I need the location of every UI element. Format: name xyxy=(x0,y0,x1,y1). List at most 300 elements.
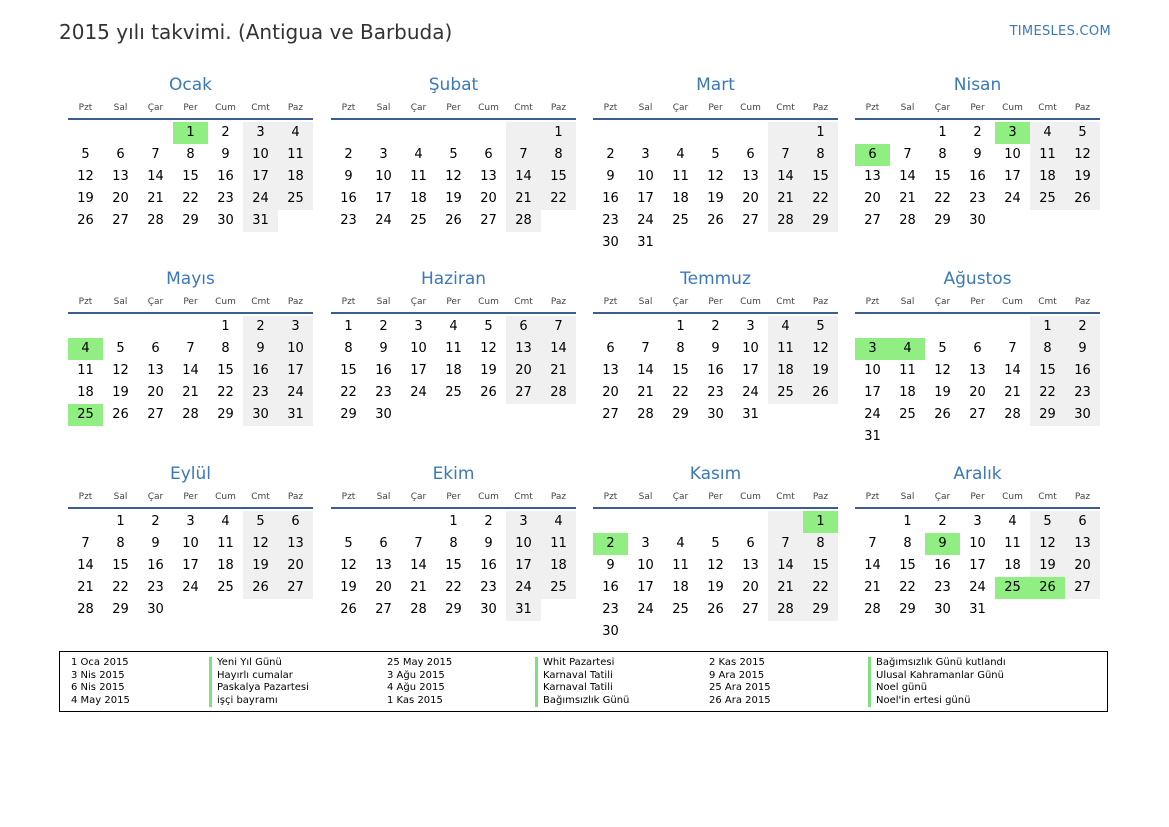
weekday-label: Paz xyxy=(550,103,567,113)
day-cell: 5 xyxy=(711,536,720,551)
month-name: Nisan xyxy=(953,75,1002,95)
day-cell: 3 xyxy=(278,316,313,338)
day-cell: 28 xyxy=(768,210,803,232)
weekday-label: Paz xyxy=(550,492,567,502)
day-cell: 9 xyxy=(344,169,353,184)
day-cell: 26 xyxy=(243,577,278,599)
day-cell: 12 xyxy=(934,363,951,378)
day-cell: 4 xyxy=(449,319,458,334)
legend-holiday-name: Bağımsızlık Günü kutlandı xyxy=(868,657,1006,670)
day-cell: 30 xyxy=(217,213,234,228)
weekday-label: Cmt xyxy=(251,297,270,307)
day-cell: 18 xyxy=(1004,558,1021,573)
day-cell: 19 xyxy=(1030,555,1065,577)
day-cell: 10 xyxy=(410,341,427,356)
weekday-label: Çar xyxy=(147,297,164,307)
day-cell: 3 xyxy=(506,511,541,533)
weekday-label: Çar xyxy=(672,492,689,502)
day-cell: 16 xyxy=(217,169,234,184)
day-cell: 19 xyxy=(77,191,94,206)
legend-holiday-name: Ulusal Kahramanlar Günü xyxy=(868,670,1006,683)
holiday-day-cell: 26 xyxy=(1030,577,1065,599)
weekday-label: Cum xyxy=(215,103,236,113)
day-cell: 31 xyxy=(637,235,654,250)
day-cell: 7 xyxy=(768,144,803,166)
day-cell: 19 xyxy=(243,555,278,577)
day-cell: 14 xyxy=(182,363,199,378)
day-cell: 21 xyxy=(506,188,541,210)
day-cell: 24 xyxy=(637,602,654,617)
empty-cell xyxy=(628,511,663,533)
day-cell: 22 xyxy=(803,577,838,599)
day-cell: 19 xyxy=(340,580,357,595)
day-cell: 10 xyxy=(182,536,199,551)
day-cell: 31 xyxy=(742,407,759,422)
weekday-label: Sal xyxy=(900,297,915,307)
day-cell: 20 xyxy=(112,191,129,206)
day-cell: 6 xyxy=(746,536,755,551)
day-cell: 16 xyxy=(602,580,619,595)
day-cell: 29 xyxy=(1030,404,1065,426)
day-cell: 26 xyxy=(934,407,951,422)
day-cell: 9 xyxy=(973,147,982,162)
day-cell: 4 xyxy=(676,147,685,162)
day-cell: 13 xyxy=(1065,533,1100,555)
day-cell: 18 xyxy=(217,558,234,573)
day-cell: 18 xyxy=(445,363,462,378)
day-cell: 15 xyxy=(672,363,689,378)
day-cell: 19 xyxy=(112,385,129,400)
day-cell: 7 xyxy=(81,536,90,551)
day-cell: 27 xyxy=(864,213,881,228)
day-cell: 10 xyxy=(375,169,392,184)
day-cell: 17 xyxy=(637,580,654,595)
days-grid xyxy=(593,511,838,643)
day-cell: 9 xyxy=(379,341,388,356)
day-cell: 8 xyxy=(116,536,125,551)
day-cell: 21 xyxy=(541,360,576,382)
day-cell: 10 xyxy=(742,341,759,356)
day-cell: 11 xyxy=(1004,536,1021,551)
day-cell: 29 xyxy=(803,599,838,621)
weekday-header xyxy=(68,292,313,314)
empty-cell xyxy=(768,122,803,144)
day-cell: 21 xyxy=(147,191,164,206)
empty-cell xyxy=(768,511,803,533)
legend-holiday-name: Noel günü xyxy=(868,682,1006,695)
day-cell: 29 xyxy=(112,602,129,617)
day-cell: 22 xyxy=(182,191,199,206)
day-cell: 13 xyxy=(864,169,881,184)
legend-holiday-name: Whit Pazartesi xyxy=(535,657,629,670)
day-cell: 30 xyxy=(707,407,724,422)
days-grid xyxy=(855,511,1100,621)
day-cell: 2 xyxy=(606,147,615,162)
weekday-header xyxy=(855,487,1100,509)
day-cell: 7 xyxy=(541,316,576,338)
weekday-label: Cum xyxy=(478,297,499,307)
empty-cell xyxy=(960,316,995,338)
weekday-label: Cmt xyxy=(251,103,270,113)
day-cell: 21 xyxy=(77,580,94,595)
empty-cell xyxy=(436,122,471,144)
month-name: Kasım xyxy=(689,464,742,484)
legend-holiday-name: Paskalya Pazartesi xyxy=(209,682,309,695)
holiday-day-cell: 3 xyxy=(855,338,890,360)
day-cell: 6 xyxy=(278,511,313,533)
days-grid xyxy=(68,122,313,232)
day-cell: 14 xyxy=(541,338,576,360)
day-cell: 13 xyxy=(147,363,164,378)
weekday-label: Çar xyxy=(147,492,164,502)
day-cell: 25 xyxy=(899,407,916,422)
holiday-day-cell: 1 xyxy=(803,511,838,533)
holiday-day-cell: 25 xyxy=(995,577,1030,599)
day-cell: 27 xyxy=(278,577,313,599)
day-cell: 24 xyxy=(637,213,654,228)
legend-date: 26 Ara 2015 xyxy=(709,694,771,706)
day-cell: 17 xyxy=(969,558,986,573)
legend-date: 25 May 2015 xyxy=(387,657,453,668)
weekday-label: Paz xyxy=(1074,492,1091,502)
day-cell: 28 xyxy=(182,407,199,422)
day-cell: 17 xyxy=(375,191,392,206)
empty-cell xyxy=(855,316,890,338)
day-cell: 25 xyxy=(217,580,234,595)
day-cell: 3 xyxy=(641,536,650,551)
day-cell: 18 xyxy=(899,385,916,400)
day-cell: 28 xyxy=(768,599,803,621)
day-cell: 15 xyxy=(899,558,916,573)
weekday-label: Cmt xyxy=(1038,492,1057,502)
day-cell: 7 xyxy=(868,536,877,551)
day-cell: 23 xyxy=(147,580,164,595)
day-cell: 19 xyxy=(1065,166,1100,188)
weekday-label: Çar xyxy=(672,297,689,307)
day-cell: 1 xyxy=(116,514,125,529)
weekday-label: Paz xyxy=(287,297,304,307)
day-cell: 20 xyxy=(864,191,881,206)
day-cell: 14 xyxy=(768,555,803,577)
day-cell: 15 xyxy=(182,169,199,184)
day-cell: 27 xyxy=(480,213,497,228)
day-cell: 6 xyxy=(506,316,541,338)
day-cell: 12 xyxy=(1030,533,1065,555)
day-cell: 2 xyxy=(484,514,493,529)
day-cell: 11 xyxy=(278,144,313,166)
weekday-label: Per xyxy=(183,297,198,307)
month-name: Haziran xyxy=(420,269,487,289)
weekday-label: Per xyxy=(183,103,198,113)
legend-names-column xyxy=(535,657,629,707)
day-cell: 19 xyxy=(934,385,951,400)
weekday-label: Pzt xyxy=(341,492,356,502)
day-cell: 14 xyxy=(637,363,654,378)
day-cell: 29 xyxy=(217,407,234,422)
empty-cell xyxy=(733,122,768,144)
empty-cell xyxy=(925,316,960,338)
day-cell: 22 xyxy=(803,188,838,210)
day-cell: 7 xyxy=(414,536,423,551)
weekday-label: Paz xyxy=(1074,297,1091,307)
weekday-label: Per xyxy=(446,103,461,113)
day-cell: 25 xyxy=(278,188,313,210)
day-cell: 16 xyxy=(375,363,392,378)
weekday-label: Sal xyxy=(376,103,391,113)
day-cell: 21 xyxy=(864,580,881,595)
holiday-day-cell: 25 xyxy=(68,404,103,426)
day-cell: 26 xyxy=(707,602,724,617)
weekday-header xyxy=(68,98,313,120)
day-cell: 20 xyxy=(742,580,759,595)
weekday-label: Per xyxy=(708,297,723,307)
day-cell: 15 xyxy=(445,558,462,573)
day-cell: 12 xyxy=(707,169,724,184)
day-cell: 11 xyxy=(672,169,689,184)
day-cell: 12 xyxy=(243,533,278,555)
day-cell: 15 xyxy=(803,555,838,577)
weekday-header xyxy=(593,487,838,509)
weekday-label: Sal xyxy=(113,103,128,113)
day-cell: 16 xyxy=(243,360,278,382)
site-link[interactable]: TIMESLES.COM xyxy=(1009,24,1111,39)
day-cell: 12 xyxy=(340,558,357,573)
day-cell: 8 xyxy=(803,144,838,166)
weekday-label: Per xyxy=(970,492,985,502)
day-cell: 30 xyxy=(969,213,986,228)
day-cell: 15 xyxy=(112,558,129,573)
day-cell: 15 xyxy=(1030,360,1065,382)
day-cell: 15 xyxy=(934,169,951,184)
day-cell: 4 xyxy=(221,514,230,529)
empty-cell xyxy=(855,511,890,533)
day-cell: 31 xyxy=(278,404,313,426)
day-cell: 17 xyxy=(243,166,278,188)
month-block xyxy=(593,74,838,254)
weekday-label: Paz xyxy=(550,297,567,307)
day-cell: 30 xyxy=(1065,404,1100,426)
day-cell: 4 xyxy=(1008,514,1017,529)
month-name: Mart xyxy=(696,75,735,95)
month-block xyxy=(593,268,838,426)
day-cell: 18 xyxy=(278,166,313,188)
day-cell: 16 xyxy=(340,191,357,206)
day-cell: 2 xyxy=(344,147,353,162)
day-cell: 23 xyxy=(375,385,392,400)
day-cell: 21 xyxy=(410,580,427,595)
day-cell: 24 xyxy=(1004,191,1021,206)
day-cell: 26 xyxy=(1065,188,1100,210)
day-cell: 14 xyxy=(1004,363,1021,378)
day-cell: 18 xyxy=(541,555,576,577)
day-cell: 16 xyxy=(602,191,619,206)
day-cell: 8 xyxy=(221,341,230,356)
day-cell: 11 xyxy=(672,558,689,573)
day-cell: 13 xyxy=(506,338,541,360)
day-cell: 24 xyxy=(278,382,313,404)
legend-date: 25 Ara 2015 xyxy=(709,682,771,694)
day-cell: 20 xyxy=(1065,555,1100,577)
day-cell: 2 xyxy=(221,125,230,140)
day-cell: 28 xyxy=(899,213,916,228)
weekday-label: Cum xyxy=(740,103,761,113)
legend-date: 4 May 2015 xyxy=(71,694,130,706)
month-name: Ağustos xyxy=(943,269,1012,289)
day-cell: 15 xyxy=(803,166,838,188)
day-cell: 9 xyxy=(151,536,160,551)
day-cell: 3 xyxy=(746,319,755,334)
day-cell: 9 xyxy=(221,147,230,162)
empty-cell xyxy=(890,122,925,144)
day-cell: 5 xyxy=(484,319,493,334)
weekday-label: Per xyxy=(446,492,461,502)
weekday-label: Cum xyxy=(215,297,236,307)
day-cell: 13 xyxy=(375,558,392,573)
day-cell: 26 xyxy=(112,407,129,422)
month-name: Temmuz xyxy=(680,269,751,289)
day-cell: 16 xyxy=(1065,360,1100,382)
day-cell: 7 xyxy=(151,147,160,162)
legend-date: 4 Ağu 2015 xyxy=(387,682,445,694)
days-grid xyxy=(331,122,576,232)
day-cell: 24 xyxy=(864,407,881,422)
day-cell: 9 xyxy=(606,169,615,184)
day-cell: 27 xyxy=(147,407,164,422)
weekday-label: Sal xyxy=(900,492,915,502)
day-cell: 10 xyxy=(864,363,881,378)
weekday-label: Pzt xyxy=(865,492,880,502)
day-cell: 14 xyxy=(864,558,881,573)
weekday-header xyxy=(331,292,576,314)
day-cell: 6 xyxy=(116,147,125,162)
day-cell: 25 xyxy=(541,577,576,599)
day-cell: 4 xyxy=(768,316,803,338)
month-block xyxy=(593,463,838,643)
page-title: 2015 yılı takvimi. (Antigua ve Barbuda) xyxy=(59,20,453,44)
day-cell: 31 xyxy=(969,602,986,617)
day-cell: 28 xyxy=(864,602,881,617)
day-cell: 20 xyxy=(742,191,759,206)
legend-date: 2 Kas 2015 xyxy=(709,657,765,668)
weekday-label: Pzt xyxy=(341,103,356,113)
weekday-label: Çar xyxy=(147,103,164,113)
day-cell: 29 xyxy=(672,407,689,422)
day-cell: 24 xyxy=(243,188,278,210)
day-cell: 20 xyxy=(375,580,392,595)
day-cell: 9 xyxy=(606,558,615,573)
day-cell: 1 xyxy=(938,125,947,140)
day-cell: 27 xyxy=(1065,577,1100,599)
weekday-label: Çar xyxy=(934,103,951,113)
day-cell: 6 xyxy=(379,536,388,551)
day-cell: 10 xyxy=(637,558,654,573)
day-cell: 13 xyxy=(480,169,497,184)
day-cell: 30 xyxy=(375,407,392,422)
day-cell: 15 xyxy=(340,363,357,378)
weekday-label: Per xyxy=(708,492,723,502)
empty-cell xyxy=(68,511,103,533)
day-cell: 31 xyxy=(243,210,278,232)
day-cell: 18 xyxy=(672,191,689,206)
weekday-label: Sal xyxy=(113,492,128,502)
empty-cell xyxy=(366,122,401,144)
day-cell: 18 xyxy=(672,580,689,595)
day-cell: 23 xyxy=(602,602,619,617)
day-cell: 6 xyxy=(151,341,160,356)
weekday-label: Per xyxy=(183,492,198,502)
day-cell: 7 xyxy=(506,144,541,166)
month-name: Aralık xyxy=(953,464,1002,484)
day-cell: 30 xyxy=(602,624,619,639)
day-cell: 19 xyxy=(803,360,838,382)
weekday-label: Cmt xyxy=(776,492,795,502)
weekday-label: Çar xyxy=(672,103,689,113)
day-cell: 2 xyxy=(379,319,388,334)
day-cell: 12 xyxy=(77,169,94,184)
day-cell: 23 xyxy=(243,382,278,404)
day-cell: 25 xyxy=(768,382,803,404)
weekday-label: Çar xyxy=(410,297,427,307)
day-cell: 8 xyxy=(938,147,947,162)
day-cell: 5 xyxy=(449,147,458,162)
empty-cell xyxy=(68,316,103,338)
day-cell: 2 xyxy=(973,125,982,140)
day-cell: 1 xyxy=(1030,316,1065,338)
weekday-label: Pzt xyxy=(78,297,93,307)
day-cell: 13 xyxy=(278,533,313,555)
legend-names-column xyxy=(209,657,309,707)
weekday-label: Pzt xyxy=(865,103,880,113)
weekday-label: Sal xyxy=(900,103,915,113)
day-cell: 25 xyxy=(672,602,689,617)
day-cell: 1 xyxy=(221,319,230,334)
day-cell: 20 xyxy=(147,385,164,400)
day-cell: 23 xyxy=(340,213,357,228)
day-cell: 29 xyxy=(803,210,838,232)
day-cell: 22 xyxy=(445,580,462,595)
day-cell: 5 xyxy=(711,147,720,162)
day-cell: 12 xyxy=(480,341,497,356)
day-cell: 10 xyxy=(969,536,986,551)
empty-cell xyxy=(331,122,366,144)
day-cell: 10 xyxy=(243,144,278,166)
weekday-label: Cum xyxy=(1002,103,1023,113)
day-cell: 20 xyxy=(506,360,541,382)
day-cell: 24 xyxy=(375,213,392,228)
day-cell: 23 xyxy=(602,213,619,228)
weekday-label: Cmt xyxy=(251,492,270,502)
day-cell: 20 xyxy=(969,385,986,400)
weekday-header xyxy=(855,292,1100,314)
weekday-label: Paz xyxy=(1074,103,1091,113)
holiday-legend xyxy=(59,651,1108,712)
day-cell: 5 xyxy=(344,536,353,551)
day-cell: 8 xyxy=(541,144,576,166)
legend-date: 6 Nis 2015 xyxy=(71,682,125,694)
empty-cell xyxy=(593,316,628,338)
day-cell: 5 xyxy=(81,147,90,162)
weekday-label: Cmt xyxy=(1038,297,1057,307)
weekday-label: Sal xyxy=(376,492,391,502)
day-cell: 19 xyxy=(707,191,724,206)
day-cell: 18 xyxy=(77,385,94,400)
legend-holiday-name: Karnaval Tatili xyxy=(535,682,629,695)
weekday-label: Per xyxy=(708,103,723,113)
day-cell: 21 xyxy=(1004,385,1021,400)
days-grid xyxy=(855,316,1100,448)
day-cell: 20 xyxy=(278,555,313,577)
day-cell: 17 xyxy=(278,360,313,382)
